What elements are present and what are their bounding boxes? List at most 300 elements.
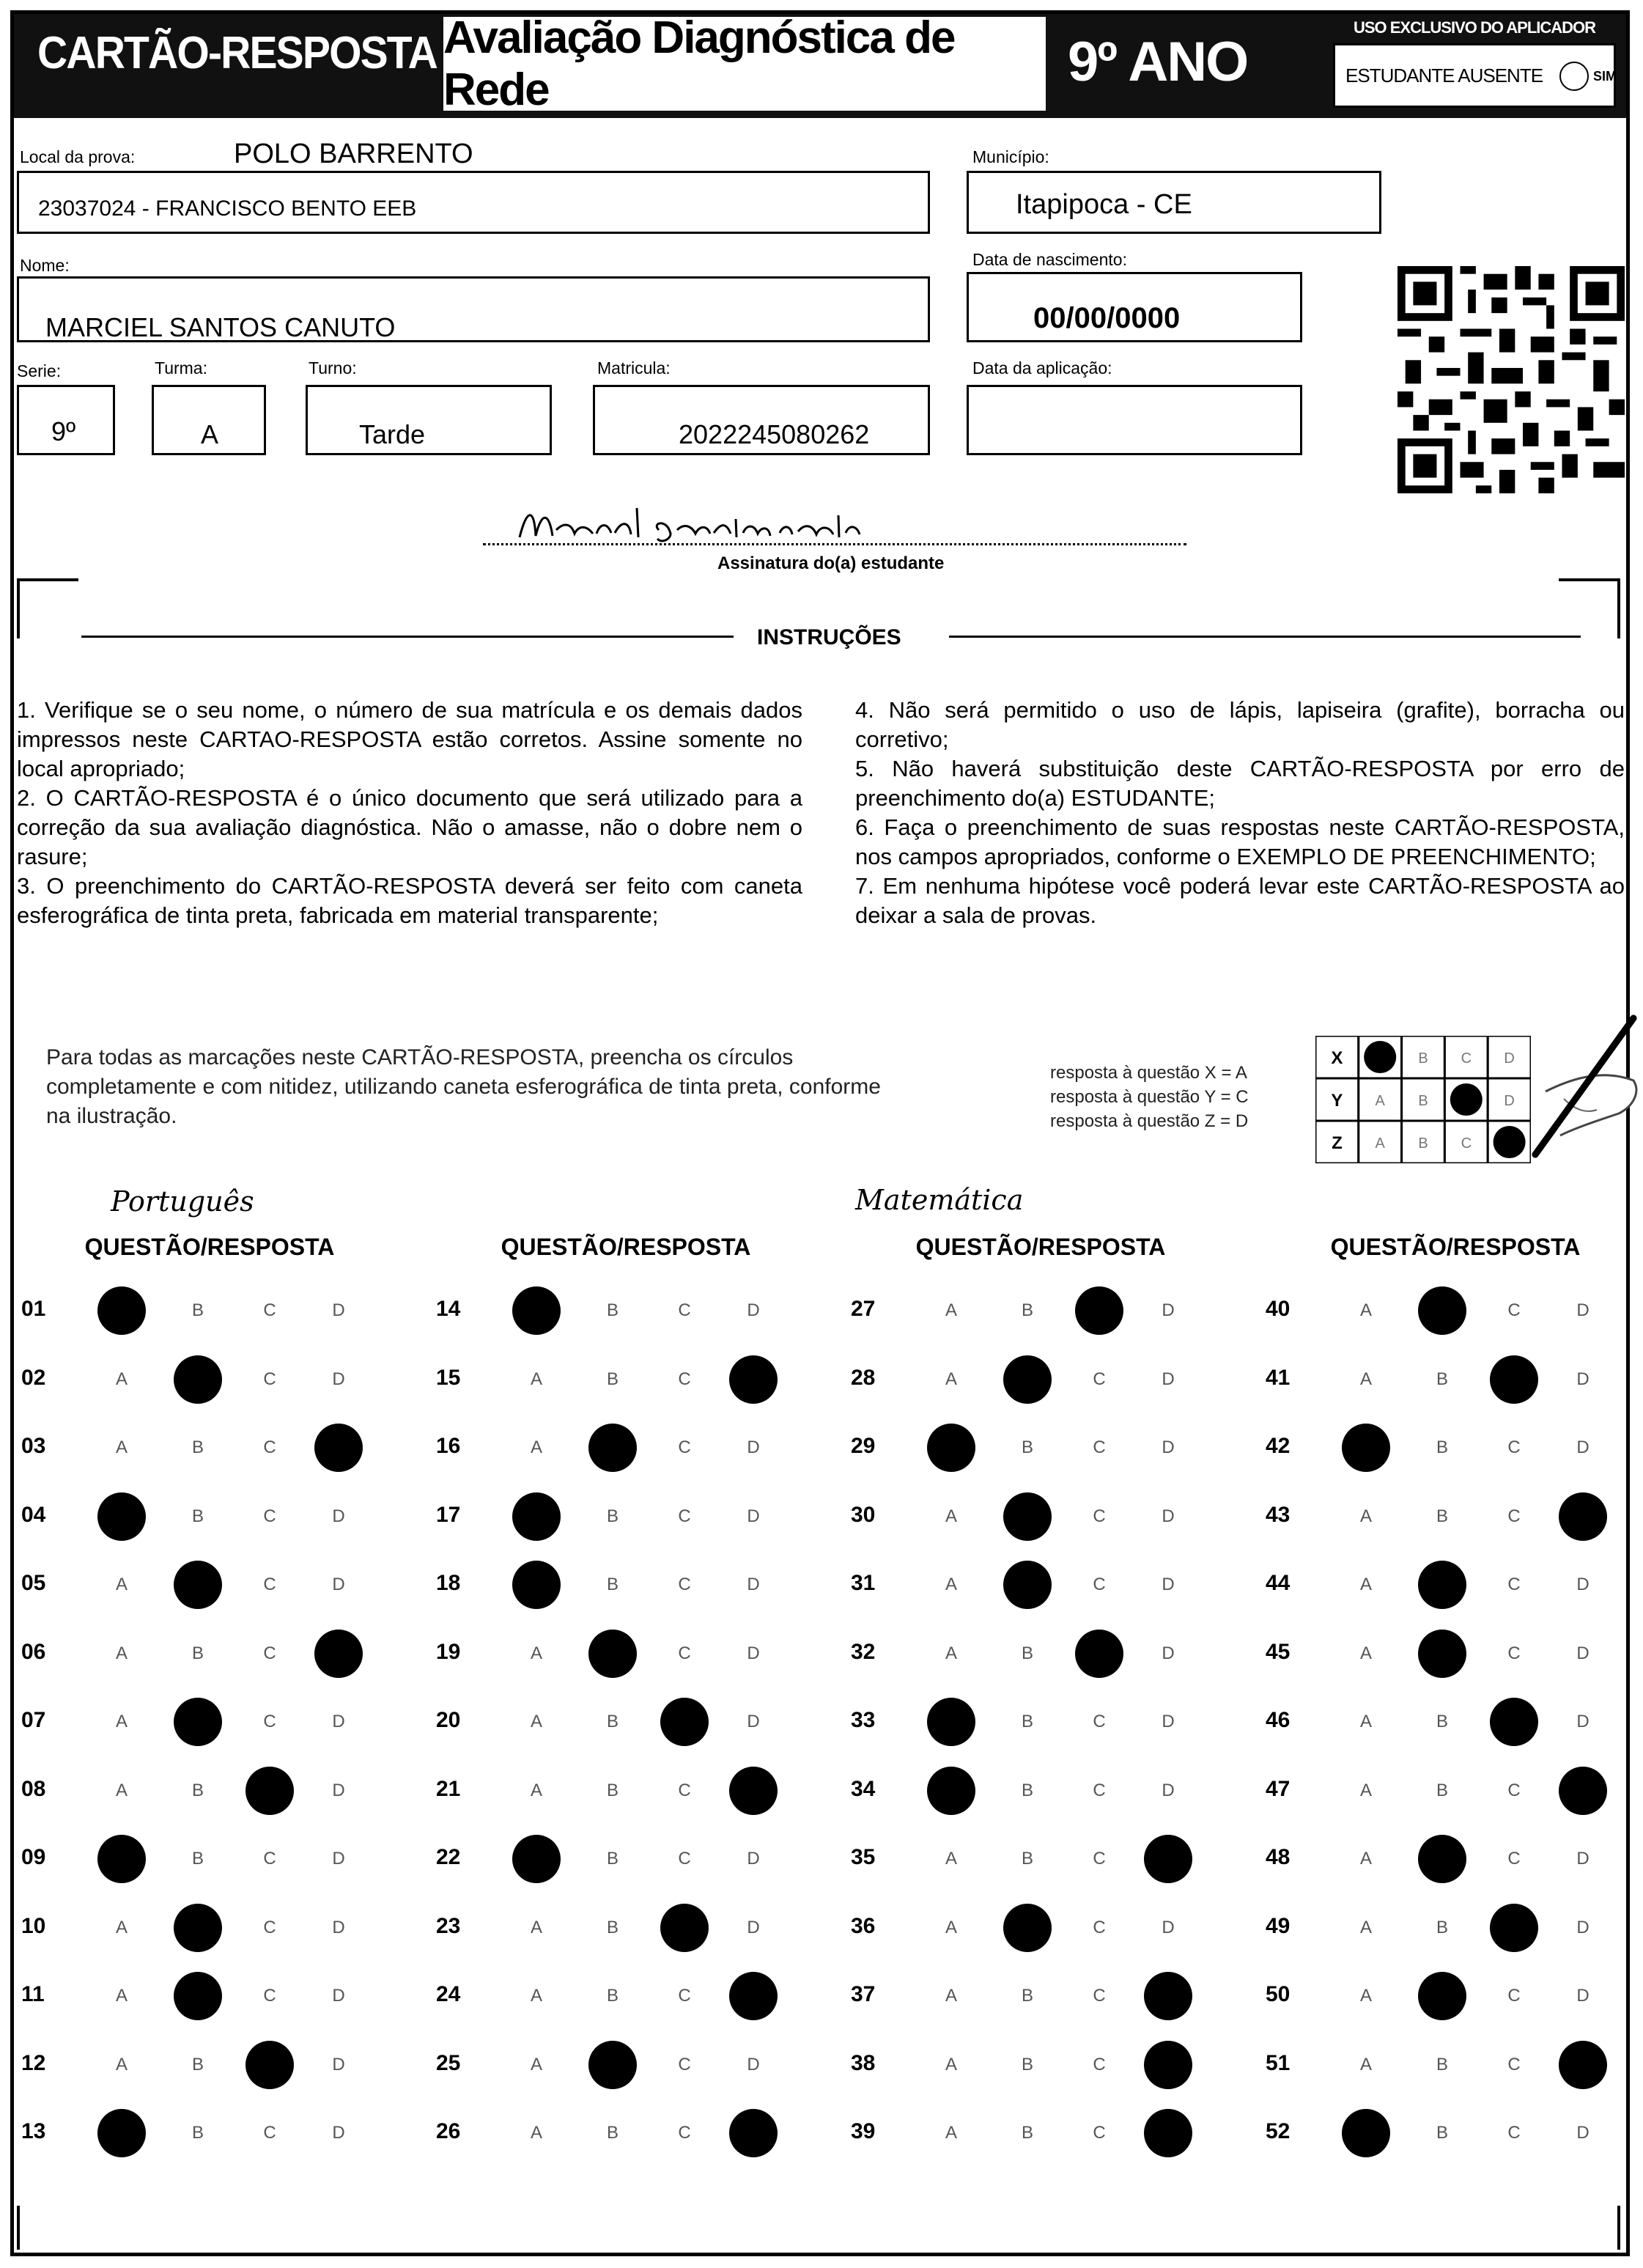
bubble-23-a[interactable]: A: [530, 1917, 542, 1937]
bubble-15-d[interactable]: [729, 1355, 778, 1404]
bubble-29-b[interactable]: B: [1021, 1437, 1033, 1457]
bubble-01-b[interactable]: B: [191, 1300, 204, 1320]
bubble-51-a[interactable]: A: [1359, 2054, 1372, 2074]
bubble-41-c[interactable]: [1490, 1355, 1538, 1404]
bubble-40-a[interactable]: A: [1359, 1300, 1372, 1320]
bubble-14-a[interactable]: [512, 1286, 561, 1335]
bubble-35-b[interactable]: B: [1021, 1849, 1033, 1868]
bubble-15-a[interactable]: A: [530, 1369, 542, 1389]
bubble-24-b[interactable]: B: [606, 1986, 619, 2006]
bubble-03-b[interactable]: B: [191, 1437, 204, 1457]
question-number: 10: [21, 1913, 46, 1938]
bubble-39-b[interactable]: B: [1021, 2123, 1033, 2143]
bubble-49-b[interactable]: B: [1436, 1917, 1448, 1937]
bubble-18-a[interactable]: [512, 1561, 561, 1609]
instruction-1: 1. Verifique se o seu nome, o número de sua matrícula e os demais dados impressos neste CARTAO-RESPOSTA estão corretos. Assine somente no local apropriado;: [17, 697, 802, 781]
bubble-45-c[interactable]: C: [1507, 1643, 1521, 1663]
question-row-16: [436, 1419, 802, 1478]
bubble-13-b[interactable]: B: [191, 2123, 204, 2143]
bubble-27-d[interactable]: D: [1162, 1300, 1175, 1320]
example-filled-bubble: [1364, 1041, 1396, 1073]
question-row-41: [1266, 1351, 1632, 1410]
bubble-47-a[interactable]: A: [1359, 1780, 1372, 1800]
question-row-02: [21, 1351, 388, 1410]
question-row-29: [851, 1419, 1217, 1478]
bubble-10-d[interactable]: D: [332, 1917, 345, 1937]
question-number: 08: [21, 1776, 46, 1801]
bubble-24-c[interactable]: C: [678, 1986, 691, 2006]
bubble-46-b[interactable]: B: [1436, 1712, 1448, 1731]
bubble-52-d[interactable]: D: [1576, 2123, 1590, 2143]
example-option-letter: C: [1461, 1135, 1472, 1152]
serie-label: Serie:: [17, 361, 62, 380]
bubble-10-a[interactable]: A: [115, 1917, 128, 1937]
bubble-04-a[interactable]: [97, 1492, 146, 1541]
bubble-36-c[interactable]: C: [1093, 1917, 1106, 1937]
bubble-44-c[interactable]: C: [1507, 1575, 1521, 1594]
bubble-09-d[interactable]: D: [332, 1849, 345, 1868]
bubble-29-a[interactable]: [927, 1424, 975, 1472]
question-number: 18: [436, 1571, 461, 1595]
bubble-06-d[interactable]: [314, 1630, 363, 1678]
bubble-31-a[interactable]: A: [945, 1575, 957, 1594]
question-number: 44: [1266, 1571, 1291, 1595]
bubble-22-a[interactable]: [512, 1835, 561, 1883]
absent-label: ESTUDANTE AUSENTE: [1345, 65, 1543, 86]
bubble-26-a[interactable]: A: [530, 2123, 542, 2143]
bubble-51-c[interactable]: C: [1507, 2054, 1521, 2074]
bubble-31-c[interactable]: C: [1093, 1575, 1106, 1594]
bubble-14-c[interactable]: C: [678, 1300, 691, 1320]
question-number: 30: [851, 1502, 876, 1527]
bubble-41-d[interactable]: D: [1576, 1369, 1590, 1389]
question-number: 25: [436, 2050, 461, 2075]
question-number: 12: [21, 2050, 46, 2075]
bubble-27-b[interactable]: B: [1021, 1300, 1033, 1320]
bubble-16-a[interactable]: A: [530, 1437, 542, 1457]
bubble-38-c[interactable]: C: [1093, 2054, 1106, 2074]
bubble-26-b[interactable]: B: [606, 2123, 619, 2143]
question-number: 31: [851, 1571, 876, 1595]
bubble-51-d[interactable]: [1559, 2041, 1607, 2089]
question-number: 05: [21, 1571, 46, 1595]
bubble-31-b[interactable]: [1003, 1561, 1052, 1609]
bubble-20-b[interactable]: B: [606, 1712, 619, 1731]
bubble-30-d[interactable]: D: [1162, 1506, 1175, 1526]
question-number: 42: [1266, 1434, 1291, 1458]
bubble-05-c[interactable]: C: [263, 1575, 276, 1594]
bubble-13-c[interactable]: C: [263, 2123, 276, 2143]
question-row-06: [21, 1625, 388, 1684]
serie-field: [17, 385, 115, 455]
bubble-50-b[interactable]: [1418, 1972, 1466, 2020]
bubble-30-b[interactable]: [1003, 1492, 1052, 1541]
bubble-34-d[interactable]: D: [1162, 1780, 1175, 1800]
bubble-30-c[interactable]: C: [1093, 1506, 1106, 1526]
column-title-3: QUESTÃO/RESPOSTA: [915, 1234, 1166, 1260]
bubble-31-d[interactable]: D: [1162, 1575, 1175, 1594]
bubble-08-b[interactable]: B: [191, 1780, 204, 1800]
bubble-08-d[interactable]: D: [332, 1780, 345, 1800]
instruction-5: 5. Não haverá substituição deste CARTÃO-RESPOSTA por erro de preenchimento do(a) ESTUDANTE;: [855, 756, 1625, 811]
bubble-04-d[interactable]: D: [332, 1506, 345, 1526]
bubble-09-c[interactable]: C: [263, 1849, 276, 1868]
question-number: 26: [436, 2119, 461, 2143]
bubble-38-a[interactable]: A: [945, 2054, 957, 2074]
answer-grid: [14, 1275, 1626, 2220]
bubble-45-b[interactable]: [1418, 1630, 1466, 1678]
bubble-16-b[interactable]: [588, 1424, 637, 1472]
bubble-48-c[interactable]: C: [1507, 1849, 1521, 1868]
bubble-13-a[interactable]: [97, 2109, 146, 2157]
bubble-28-b[interactable]: [1003, 1355, 1052, 1404]
example-legend-z: resposta à questão Z = D: [1050, 1111, 1249, 1131]
nome-field: [17, 276, 930, 342]
bubble-43-c[interactable]: C: [1507, 1506, 1521, 1526]
question-row-21: [436, 1762, 802, 1821]
question-number: 19: [436, 1639, 461, 1664]
bubble-17-b[interactable]: B: [606, 1506, 619, 1526]
question-row-38: [851, 2036, 1217, 2095]
bubble-37-a[interactable]: A: [945, 1986, 957, 2006]
nascimento-label: Data de nascimento:: [972, 250, 1127, 269]
bubble-25-b[interactable]: [588, 2041, 637, 2089]
bubble-25-c[interactable]: C: [678, 2054, 691, 2074]
bubble-34-a[interactable]: [927, 1767, 975, 1815]
bubble-06-b[interactable]: B: [191, 1643, 204, 1663]
bubble-11-c[interactable]: C: [263, 1986, 276, 2006]
bubble-22-b[interactable]: B: [606, 1849, 619, 1868]
bubble-04-b[interactable]: B: [191, 1506, 204, 1526]
bubble-19-d[interactable]: D: [747, 1643, 760, 1663]
bubble-28-c[interactable]: C: [1093, 1369, 1106, 1389]
bubble-03-c[interactable]: C: [263, 1437, 276, 1457]
subject-note-portugues: Português: [111, 1185, 254, 1218]
question-number: 14: [436, 1297, 461, 1321]
bubble-42-c[interactable]: C: [1507, 1437, 1521, 1457]
bubble-41-b[interactable]: B: [1436, 1369, 1448, 1389]
question-row-08: [21, 1762, 388, 1821]
bubble-52-c[interactable]: C: [1507, 2123, 1521, 2143]
bubble-19-a[interactable]: A: [530, 1643, 542, 1663]
bubble-50-c[interactable]: C: [1507, 1986, 1521, 2006]
bubble-02-c[interactable]: C: [263, 1369, 276, 1389]
question-number: 21: [436, 1776, 461, 1801]
bubble-16-c[interactable]: C: [678, 1437, 691, 1457]
bubble-37-c[interactable]: C: [1093, 1986, 1106, 2006]
bubble-36-d[interactable]: D: [1162, 1917, 1175, 1937]
bubble-39-c[interactable]: C: [1093, 2123, 1106, 2143]
bubble-33-d[interactable]: D: [1162, 1712, 1175, 1731]
question-number: 43: [1266, 1502, 1291, 1527]
bubble-34-c[interactable]: C: [1093, 1780, 1106, 1800]
bubble-44-d[interactable]: D: [1576, 1575, 1590, 1594]
bubble-32-a[interactable]: A: [945, 1643, 957, 1663]
bubble-25-d[interactable]: D: [747, 2054, 760, 2074]
bubble-11-d[interactable]: D: [332, 1986, 345, 2006]
bubble-29-d[interactable]: D: [1162, 1437, 1175, 1457]
question-row-39: [851, 2105, 1217, 2163]
bubble-18-b[interactable]: B: [606, 1575, 619, 1594]
question-row-42: [1266, 1419, 1632, 1478]
bubble-49-a[interactable]: A: [1359, 1917, 1372, 1937]
absent-bubble[interactable]: [1559, 62, 1589, 91]
bubble-39-d[interactable]: [1144, 2109, 1192, 2157]
bubble-45-d[interactable]: D: [1576, 1643, 1590, 1663]
sheet-title: CARTÃO-RESPOSTA: [37, 28, 437, 78]
instruction-6: 6. Faça o preenchimento de suas respostas neste CARTÃO-RESPOSTA, nos campos apropriados, conforme o EXEMPLO DE PREENCHIMENTO;: [855, 814, 1625, 869]
serie-value: 9º: [51, 416, 76, 446]
bubble-43-b[interactable]: B: [1436, 1506, 1448, 1526]
bubble-23-c[interactable]: [660, 1904, 709, 1952]
bubble-46-a[interactable]: A: [1359, 1712, 1372, 1731]
bubble-25-a[interactable]: A: [530, 2054, 542, 2074]
bubble-40-b[interactable]: [1418, 1286, 1466, 1335]
instructions-right: [855, 696, 1625, 930]
question-number: 17: [436, 1502, 461, 1527]
question-number: 49: [1266, 1913, 1291, 1938]
question-row-40: [1266, 1282, 1632, 1341]
bubble-50-d[interactable]: D: [1576, 1986, 1590, 2006]
bubble-46-d[interactable]: D: [1576, 1712, 1590, 1731]
bubble-18-c[interactable]: C: [678, 1575, 691, 1594]
bubble-17-a[interactable]: [512, 1492, 561, 1541]
bubble-44-a[interactable]: A: [1359, 1575, 1372, 1594]
subject-note-matematica: Matemática: [855, 1184, 1024, 1216]
bubble-08-c[interactable]: [245, 1767, 294, 1815]
applicator-box: [1323, 14, 1626, 118]
bubble-06-a[interactable]: A: [115, 1643, 128, 1663]
signature-caption: Assinatura do(a) estudante: [717, 553, 945, 573]
bubble-08-a[interactable]: A: [115, 1780, 128, 1800]
bubble-44-b[interactable]: [1418, 1561, 1466, 1609]
bubble-14-d[interactable]: D: [747, 1300, 760, 1320]
bubble-51-b[interactable]: B: [1436, 2054, 1448, 2074]
signature-line: [483, 543, 1186, 545]
bubble-33-b[interactable]: B: [1021, 1712, 1033, 1731]
bubble-09-b[interactable]: B: [191, 1849, 204, 1868]
absent-field: [1333, 43, 1616, 108]
question-row-34: [851, 1762, 1217, 1821]
bubble-33-c[interactable]: C: [1093, 1712, 1106, 1731]
question-number: 29: [851, 1434, 876, 1458]
bubble-10-b[interactable]: [174, 1904, 222, 1952]
question-row-09: [21, 1830, 388, 1889]
bubble-41-a[interactable]: A: [1359, 1369, 1372, 1389]
nascimento-field: [967, 272, 1302, 342]
evaluation-title: Avaliação Diagnóstica de Rede: [443, 17, 1046, 111]
bubble-07-c[interactable]: C: [263, 1712, 276, 1731]
bubble-27-c[interactable]: [1075, 1286, 1123, 1335]
bubble-35-a[interactable]: A: [945, 1849, 957, 1868]
bubble-35-d[interactable]: [1144, 1835, 1192, 1883]
bubble-23-b[interactable]: B: [606, 1917, 619, 1937]
bubble-17-d[interactable]: D: [747, 1506, 760, 1526]
bubble-37-d[interactable]: [1144, 1972, 1192, 2020]
bubble-20-d[interactable]: D: [747, 1712, 760, 1731]
bubble-49-d[interactable]: D: [1576, 1917, 1590, 1937]
bubble-52-a[interactable]: [1342, 2109, 1390, 2157]
question-number: 41: [1266, 1365, 1291, 1390]
bubble-21-d[interactable]: [729, 1767, 778, 1815]
bubble-27-a[interactable]: A: [945, 1300, 957, 1320]
bubble-02-d[interactable]: D: [332, 1369, 345, 1389]
bubble-50-a[interactable]: A: [1359, 1986, 1372, 2006]
bubble-22-c[interactable]: C: [678, 1849, 691, 1868]
question-row-37: [851, 1967, 1217, 2026]
bubble-26-d[interactable]: [729, 2109, 778, 2157]
bubble-02-a[interactable]: A: [115, 1369, 128, 1389]
bubble-20-a[interactable]: A: [530, 1712, 542, 1731]
bubble-47-b[interactable]: B: [1436, 1780, 1448, 1800]
bubble-15-b[interactable]: B: [606, 1369, 619, 1389]
bubble-01-d[interactable]: D: [332, 1300, 345, 1320]
bubble-12-a[interactable]: A: [115, 2054, 128, 2074]
question-number: 20: [436, 1708, 461, 1732]
grade-label: 9º ANO: [1068, 31, 1248, 93]
bubble-33-a[interactable]: [927, 1698, 975, 1746]
bubble-52-b[interactable]: B: [1436, 2123, 1448, 2143]
bubble-32-b[interactable]: B: [1021, 1643, 1033, 1663]
bubble-26-c[interactable]: C: [678, 2123, 691, 2143]
bubble-05-d[interactable]: D: [332, 1575, 345, 1594]
turma-value: A: [201, 419, 219, 449]
bubble-21-c[interactable]: C: [678, 1780, 691, 1800]
bubble-22-d[interactable]: D: [747, 1849, 760, 1868]
question-number: 38: [851, 2050, 876, 2075]
bubble-17-c[interactable]: C: [678, 1506, 691, 1526]
question-row-25: [436, 2036, 802, 2095]
question-number: 40: [1266, 1297, 1291, 1321]
local-value: POLO BARRENTO: [234, 139, 473, 169]
question-row-32: [851, 1625, 1217, 1684]
bubble-42-a[interactable]: [1342, 1424, 1390, 1472]
question-row-30: [851, 1488, 1217, 1547]
bubble-05-a[interactable]: A: [115, 1575, 128, 1594]
bubble-24-d[interactable]: [729, 1972, 778, 2020]
bubble-28-a[interactable]: A: [945, 1369, 957, 1389]
bubble-42-d[interactable]: D: [1576, 1437, 1590, 1457]
local-label: Local da prova:: [20, 147, 136, 166]
bubble-28-d[interactable]: D: [1162, 1369, 1175, 1389]
bubble-10-c[interactable]: C: [263, 1917, 276, 1937]
bubble-15-c[interactable]: C: [678, 1369, 691, 1389]
example-option-letter: A: [1375, 1093, 1385, 1109]
bubble-37-b[interactable]: B: [1021, 1986, 1033, 2006]
bubble-24-a[interactable]: A: [530, 1986, 542, 2006]
bubble-13-d[interactable]: D: [332, 2123, 345, 2143]
bubble-47-d[interactable]: [1559, 1767, 1607, 1815]
bubble-21-a[interactable]: A: [530, 1780, 542, 1800]
bubble-16-d[interactable]: D: [747, 1437, 760, 1457]
bubble-12-d[interactable]: D: [332, 2054, 345, 2074]
bubble-05-b[interactable]: [174, 1561, 222, 1609]
column-title-2: QUESTÃO/RESPOSTA: [501, 1234, 751, 1260]
bubble-40-c[interactable]: C: [1507, 1300, 1521, 1320]
question-row-10: [21, 1899, 388, 1958]
bubble-34-b[interactable]: B: [1021, 1780, 1033, 1800]
bubble-38-b[interactable]: B: [1021, 2054, 1033, 2074]
bubble-39-a[interactable]: A: [945, 2123, 957, 2143]
bubble-11-a[interactable]: A: [115, 1986, 128, 2006]
bubble-40-d[interactable]: D: [1576, 1300, 1590, 1320]
question-row-33: [851, 1693, 1217, 1752]
bubble-42-b[interactable]: B: [1436, 1437, 1448, 1457]
bubble-45-a[interactable]: A: [1359, 1643, 1372, 1663]
question-number: 09: [21, 1845, 46, 1869]
bubble-47-c[interactable]: C: [1507, 1780, 1521, 1800]
example-option-letter: D: [1504, 1050, 1515, 1067]
question-row-03: [21, 1419, 388, 1478]
bubble-07-d[interactable]: D: [332, 1712, 345, 1731]
bubble-49-c[interactable]: [1490, 1904, 1538, 1952]
bubble-48-b[interactable]: [1418, 1835, 1466, 1883]
question-row-47: [1266, 1762, 1632, 1821]
bubble-48-a[interactable]: A: [1359, 1849, 1372, 1868]
bubble-30-a[interactable]: A: [945, 1506, 957, 1526]
bubble-01-a[interactable]: [97, 1286, 146, 1335]
bubble-18-d[interactable]: D: [747, 1575, 760, 1594]
bubble-01-c[interactable]: C: [263, 1300, 276, 1320]
bubble-06-c[interactable]: C: [263, 1643, 276, 1663]
question-row-35: [851, 1830, 1217, 1889]
school-value: 23037024 - FRANCISCO BENTO EEB: [38, 196, 417, 221]
fill-instructions: Para todas as marcações neste CARTÃO-RESPOSTA, preencha os círculos completamente e com nitidez, utilizando caneta esferográfica de tinta preta, conforme na ilustração.: [46, 1045, 881, 1128]
bubble-12-c[interactable]: [245, 2041, 294, 2089]
bubble-03-d[interactable]: [314, 1424, 363, 1472]
bubble-43-a[interactable]: A: [1359, 1506, 1372, 1526]
bubble-29-c[interactable]: C: [1093, 1437, 1106, 1457]
bubble-32-d[interactable]: D: [1162, 1643, 1175, 1663]
example-row-label: Z: [1332, 1133, 1343, 1153]
bubble-48-d[interactable]: D: [1576, 1849, 1590, 1868]
aplicacao-field[interactable]: [967, 385, 1302, 455]
bubble-32-c[interactable]: [1075, 1630, 1123, 1678]
bubble-07-b[interactable]: [174, 1698, 222, 1746]
question-row-23: [436, 1899, 802, 1958]
bubble-04-c[interactable]: C: [263, 1506, 276, 1526]
bubble-46-c[interactable]: [1490, 1698, 1538, 1746]
question-row-14: [436, 1282, 802, 1341]
pen-illustration: [1494, 1011, 1643, 1172]
bubble-12-b[interactable]: B: [191, 2054, 204, 2074]
bubble-36-a[interactable]: A: [945, 1917, 957, 1937]
absent-option: SIM: [1593, 69, 1617, 84]
bubble-19-c[interactable]: C: [678, 1643, 691, 1663]
turno-value: Tarde: [359, 419, 426, 449]
question-number: 34: [851, 1776, 876, 1801]
question-row-31: [851, 1556, 1217, 1615]
question-row-50: [1266, 1967, 1632, 2026]
bubble-43-d[interactable]: [1559, 1492, 1607, 1541]
bubble-19-b[interactable]: [588, 1630, 637, 1678]
bubble-11-b[interactable]: [174, 1972, 222, 2020]
instruction-3: 3. O preenchimento do CARTÃO-RESPOSTA deverá ser feito com caneta esferográfica de tinta preta, fabricada em material transparente;: [17, 873, 802, 928]
bubble-07-a[interactable]: A: [115, 1712, 128, 1731]
bubble-36-b[interactable]: [1003, 1904, 1052, 1952]
bubble-03-a[interactable]: A: [115, 1437, 128, 1457]
bubble-23-d[interactable]: D: [747, 1917, 760, 1937]
bubble-35-c[interactable]: C: [1093, 1849, 1106, 1868]
bubble-02-b[interactable]: [174, 1355, 222, 1404]
header-bar: [14, 14, 1626, 118]
bubble-38-d[interactable]: [1144, 2041, 1192, 2089]
bubble-21-b[interactable]: B: [606, 1780, 619, 1800]
bubble-09-a[interactable]: [97, 1835, 146, 1883]
question-row-05: [21, 1556, 388, 1615]
bubble-20-c[interactable]: [660, 1698, 709, 1746]
bubble-14-b[interactable]: B: [606, 1300, 619, 1320]
